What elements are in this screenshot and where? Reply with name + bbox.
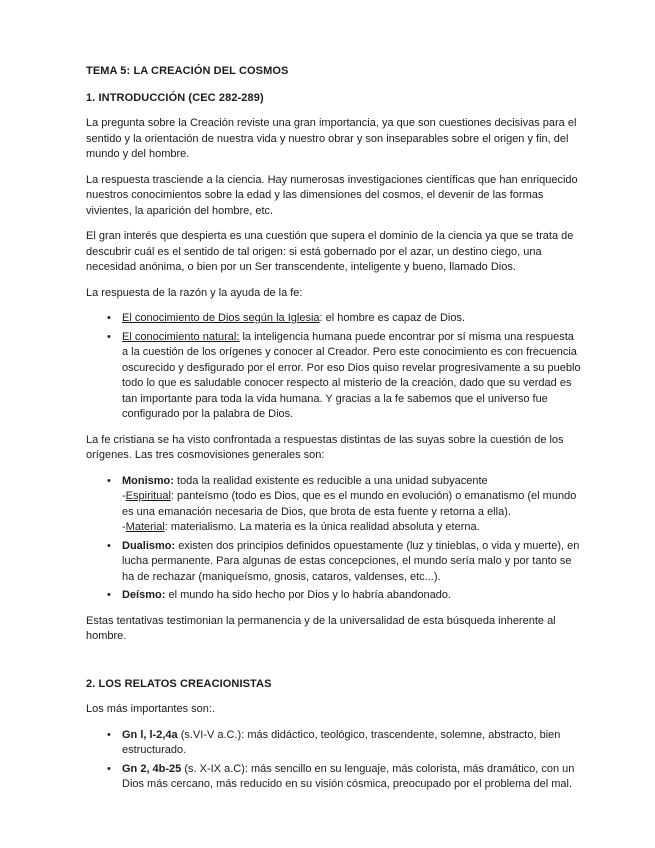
gn1-term: Gn l, l-2,4a: [122, 728, 178, 741]
intro-paragraph-4: La respuesta de la razón y la ayuda de la fe:: [86, 286, 303, 299]
dualismo-term: Dualismo:: [122, 539, 176, 552]
deismo-term: Deísmo:: [122, 589, 166, 601]
intro-paragraph-5: La fe cristiana se ha visto confrontada a respuestas distintas de las suyas sobre la cuestión de los orígenes. Las tres cosmovisiones generales son:: [86, 433, 564, 461]
espiritual-dash: -: [122, 490, 126, 502]
doc-title: TEMA 5: LA CREACIÓN DEL COSMOS: [86, 65, 289, 77]
intro-paragraph-6: Estas tentativas testimonian la permanencia y de la universalidad de esta búsqueda inherente al hombre.: [86, 614, 556, 642]
deismo-text: el mundo ha sido hecho por Dios y lo habría abandonado.: [165, 589, 451, 601]
section-1-heading: 1. INTRODUCCIÓN (CEC 282-289): [86, 91, 264, 104]
cosmovision-item-deismo: [122, 588, 581, 604]
intro-paragraph-3: El gran interés que despierta es una cuestión que supera el dominio de la ciencia ya que se trata de descubrir cuál es el sentido de tal origen: si está gobernado por el azar, un destino ciego, una necesidad anónima, o bien por un Ser transcendente, inteligente y bueno, llamado Dios.: [86, 230, 574, 273]
cosmovisiones-list: [86, 474, 581, 604]
dualismo-text: existen dos principios definidos opuestamente (luz y tinieblas, o vida y muerte), en lucha permanente. Para algunas de estas concepciones, el mundo sería malo y por tanto se ha de rechazar (maniqueísmo, gnosis, cataros, valdenses, etc...).: [122, 539, 580, 583]
sub-item-espiritual: [122, 489, 581, 520]
section-2-heading: 2. LOS RELATOS CREACIONISTAS: [86, 677, 272, 690]
gn1-text: (s.VI-V a.C.): más didáctico, teológico, trascendente, solemne, abstracto, bien estructurado.: [122, 728, 561, 756]
relatos-intro: Los más importantes son:.: [86, 703, 216, 715]
faith-item-1-underlined-term: El conocimiento de Dios según la Iglesia: [122, 312, 320, 324]
relato-item-gn1: [122, 728, 581, 759]
material-text: : materialismo. La materia es la única realidad absoluta y eterna.: [164, 521, 480, 533]
gn2-text: (s. X-IX a.C): más sencillo en su lenguaje, más colorista, más dramático, con un Dios más cercano, más reducido en su visión cósmica, preocupado por el problema del mal.: [122, 762, 575, 790]
cosmovision-item-monismo: [122, 474, 581, 536]
faith-list: [86, 311, 581, 423]
faith-item-2-underlined-term: El conocimiento natural:: [122, 330, 240, 343]
material-term: Material: [125, 521, 165, 533]
monismo-text: toda la realidad existente es reducible a una unidad subyacente: [173, 474, 488, 487]
gn2-term: Gn 2, 4b-25: [122, 762, 182, 775]
faith-list-item-natural: [122, 330, 581, 423]
faith-item-1-text: : el hombre es capaz de Dios.: [319, 312, 466, 324]
espiritual-text: : panteísmo (todo es Dios, que es el mundo en evolución) o emanatismo (el mundo es una emanación necesaria de Dios, que brota de esta fuente y retorna a ella).: [122, 490, 577, 518]
faith-item-2-text: la inteligencia humana puede encontrar por sí misma una respuesta a la cuestión de los orígenes y conocer al Creador. Pero este conocimiento es con frecuencia oscurecido y desfigurado por el error. Por eso Dios quiso revelar progresivamente a su pueblo todo lo que es saludable conocer respecto al misterio de la creación, dado que su verdad es tan importante para toda la vida humana. Y gracias a la fe sabemos que el universo fue configurado por la palabra de Dios.: [122, 330, 581, 420]
intro-paragraph-1: La pregunta sobre la Creación reviste una gran importancia, ya que son cuestiones decisivas para el sentido y la orientación de nuestra vida y nuestro obrar y son inseparables sobre el origen y fin, del mundo y del hombre.: [86, 117, 577, 160]
sub-item-material: [122, 520, 581, 536]
monismo-term: Monismo:: [122, 474, 174, 487]
espiritual-term: Espiritual: [125, 490, 171, 502]
relato-item-gn2: [122, 762, 581, 793]
material-dash: -: [122, 521, 126, 533]
faith-list-item-iglesia: [122, 311, 581, 327]
relatos-list: [86, 728, 581, 793]
cosmovision-item-dualismo: [122, 539, 581, 586]
intro-paragraph-2: La respuesta trasciende a la ciencia. Hay numerosas investigaciones científicas que han enriquecido nuestros conocimientos sobre la edad y las dimensiones del cosmos, el devenir de las formas vivientes, la aparición del hombre, etc.: [86, 173, 578, 217]
